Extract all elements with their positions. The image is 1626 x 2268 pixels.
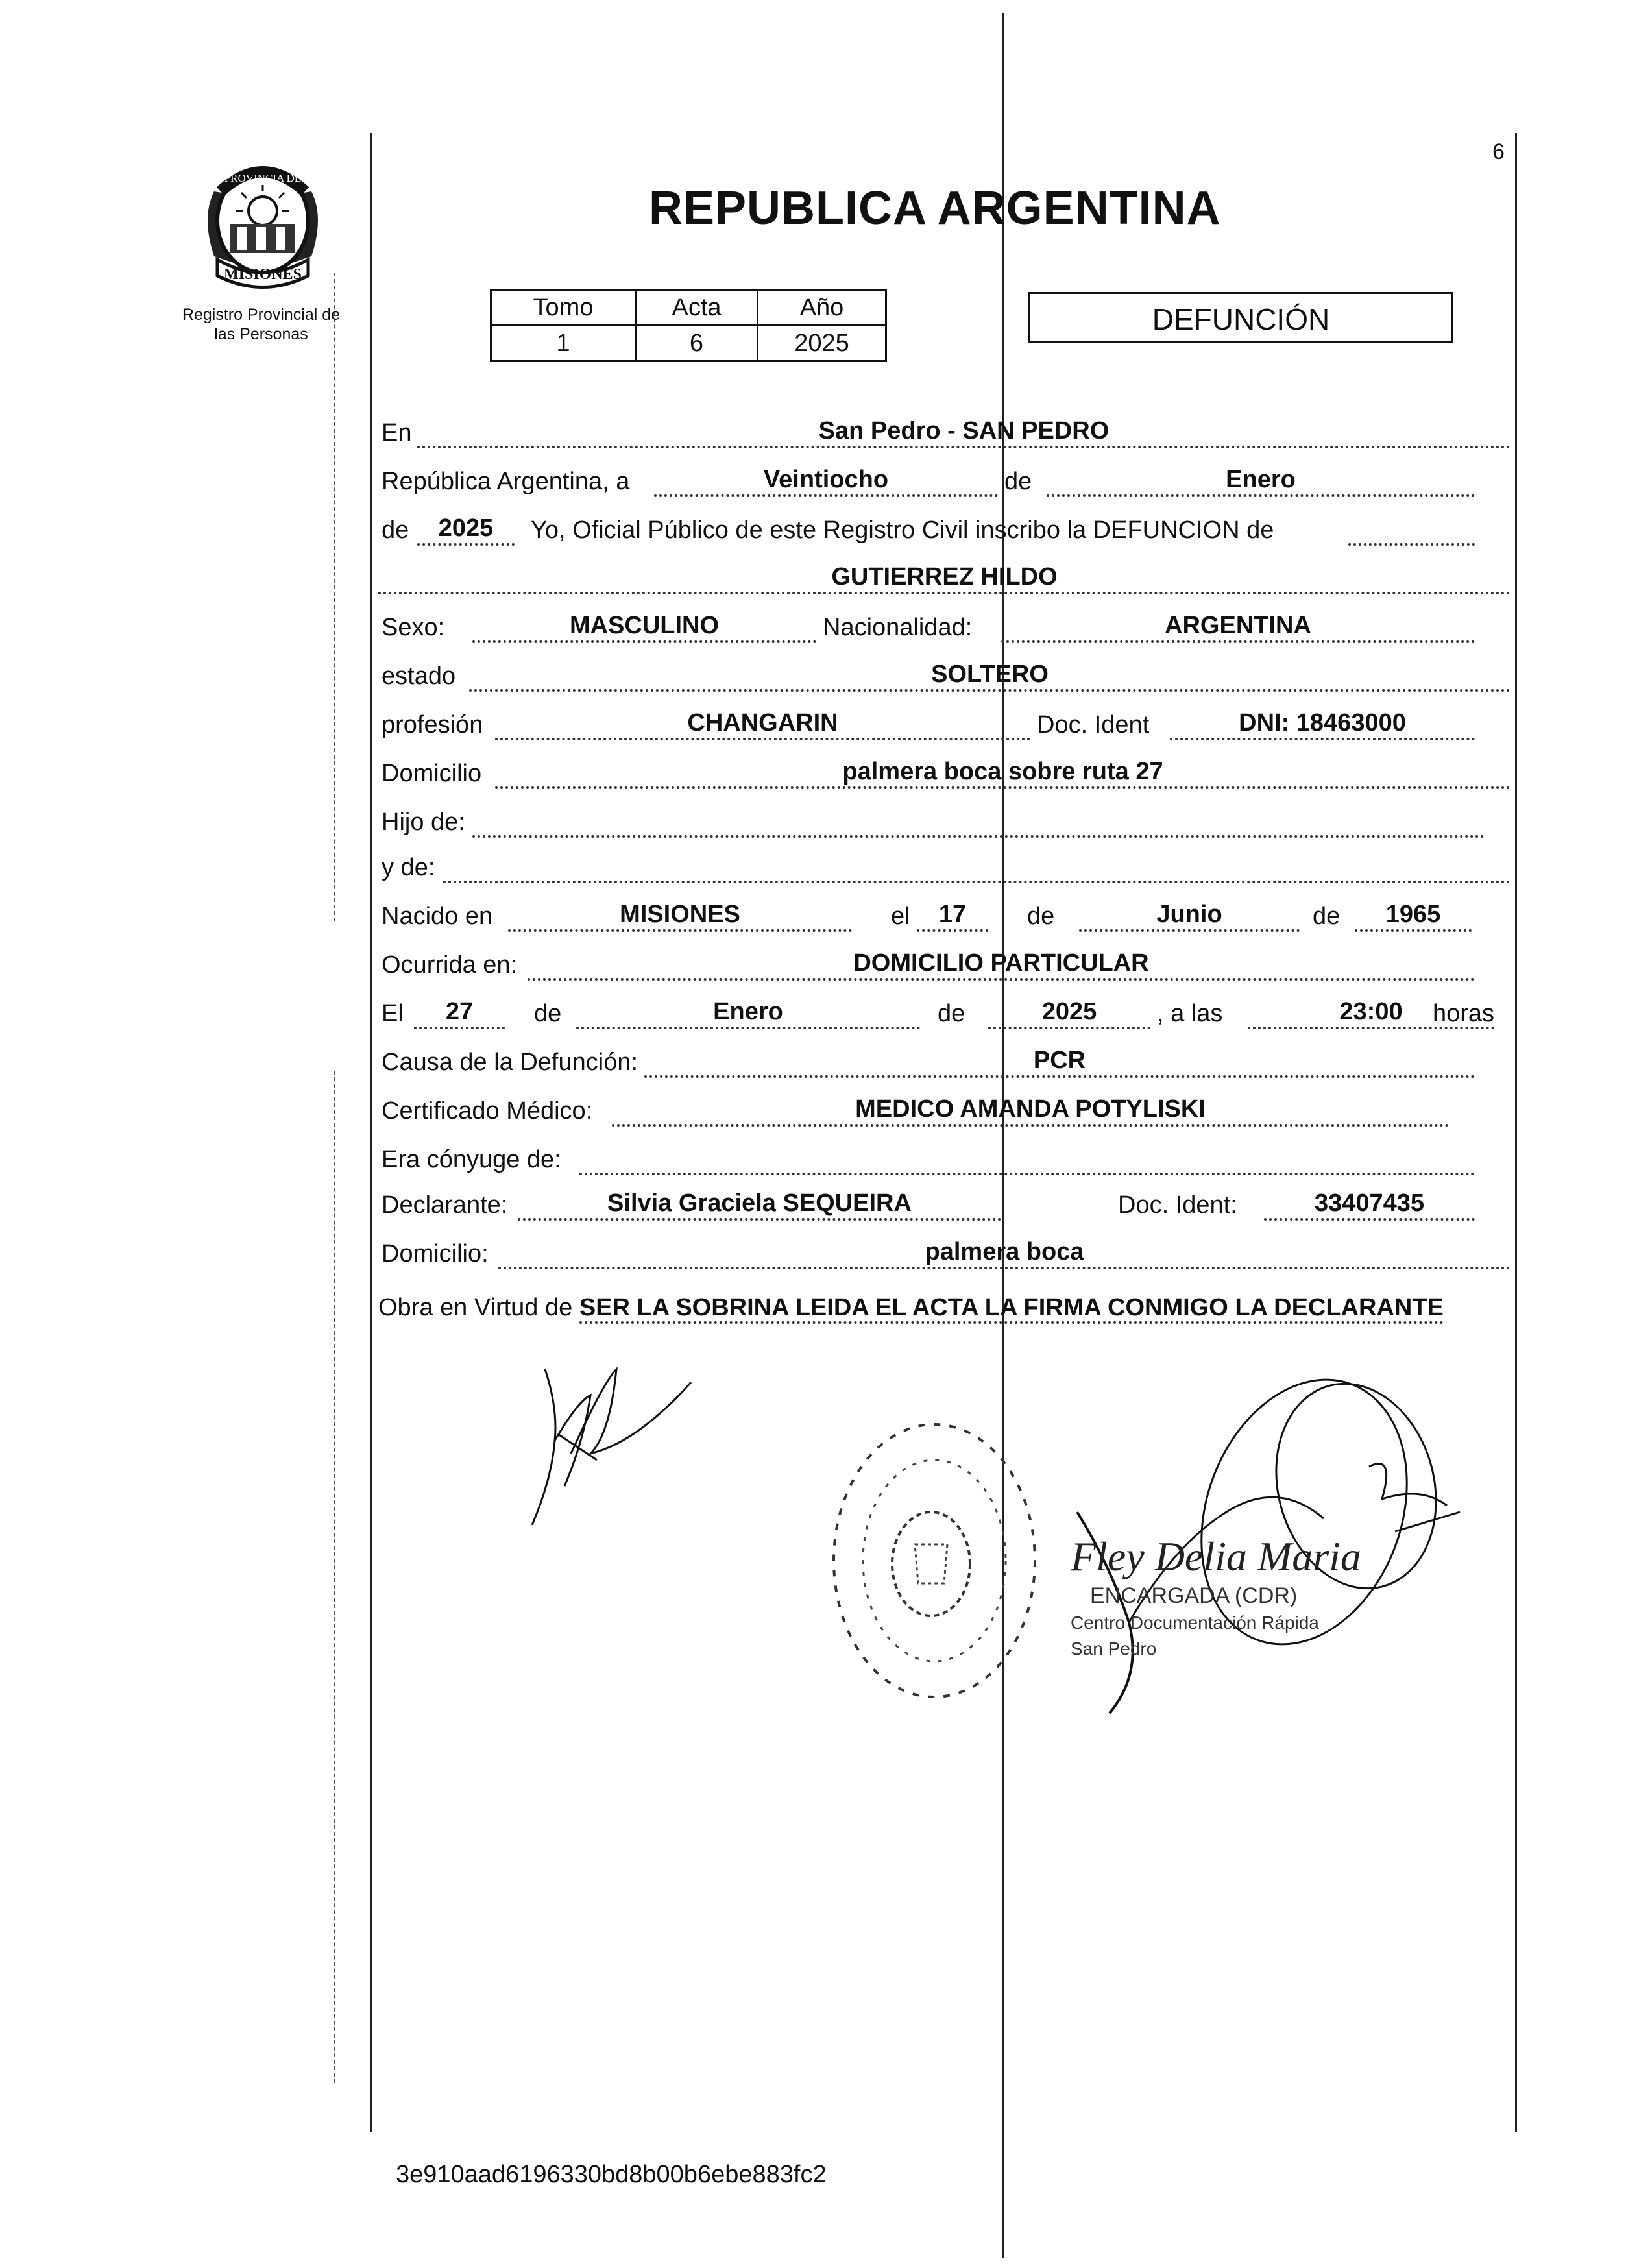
- el-label: el: [891, 903, 910, 930]
- tomo-value: 1: [491, 326, 636, 361]
- tomo-header: Tomo: [491, 290, 636, 326]
- hijo-field: [472, 807, 1485, 838]
- svg-text:MISIONES: MISIONES: [223, 266, 302, 283]
- record-table: [490, 289, 887, 362]
- doc-value: DNI: 18463000: [1239, 709, 1406, 737]
- causa-value: PCR: [1033, 1047, 1086, 1074]
- doc2-label: Doc. Ident:: [1118, 1191, 1237, 1219]
- profesion-label: profesión: [382, 711, 483, 738]
- document-type-box: DEFUNCIÓN: [1028, 292, 1453, 343]
- month-value: Enero: [1226, 466, 1296, 493]
- death-year-value: 2025: [1041, 998, 1097, 1025]
- ocurrida-label: Ocurrida en:: [382, 951, 518, 979]
- alas-label: , a las: [1157, 1000, 1223, 1027]
- year-label: de: [382, 517, 409, 544]
- de5-label: de: [938, 1000, 965, 1027]
- svg-text:ENCARGADA (CDR): ENCARGADA (CDR): [1090, 1583, 1298, 1608]
- estado-label: estado: [382, 663, 456, 690]
- birth-month-field: [1079, 901, 1300, 932]
- domicilio-field: [495, 758, 1511, 789]
- left-border-line: [370, 133, 372, 2132]
- causa-field: [644, 1047, 1475, 1078]
- anio-value: 2025: [758, 326, 886, 361]
- right-border-line: [1515, 133, 1517, 2132]
- nacido-label: Nacido en: [382, 903, 493, 930]
- profesion-value: CHANGARIN: [687, 709, 838, 737]
- deceased-name-value: GUTIERREZ HILDO: [831, 563, 1058, 591]
- doc2-value: 33407435: [1314, 1189, 1425, 1217]
- day-words-field: [654, 466, 998, 497]
- conyuge-field: [579, 1144, 1475, 1175]
- birth-year-field: [1355, 901, 1472, 932]
- birth-day-value: 17: [938, 901, 967, 928]
- official-round-seal: [818, 1408, 1051, 1713]
- certificado-field: [612, 1095, 1449, 1127]
- en-value: San Pedro - SAN PEDRO: [818, 417, 1110, 445]
- year-value: 2025: [438, 515, 494, 542]
- nacionalidad-label: Nacionalidad:: [823, 614, 973, 641]
- declarante-field: [518, 1189, 1001, 1221]
- estado-value: SOLTERO: [931, 661, 1049, 688]
- obra-value: SER LA SOBRINA LEIDA EL ACTA LA FIRMA CONMIGO LA DECLARANTE: [579, 1294, 1444, 1324]
- svg-text:Centro Documentación Rápida: Centro Documentación Rápida: [1071, 1613, 1319, 1633]
- svg-text:PROVINCIA DE: PROVINCIA DE: [224, 172, 302, 184]
- declarante-label: Declarante:: [382, 1191, 508, 1219]
- death-year-field: [988, 998, 1150, 1029]
- death-month-value: Enero: [713, 998, 783, 1025]
- oficial-blank-field: [1348, 515, 1475, 546]
- left-margin-dashes-lower: [334, 1071, 335, 2083]
- birth-month-value: Junio: [1156, 901, 1222, 928]
- certificado-label: Certificado Médico:: [382, 1097, 593, 1125]
- day-words-value: Veintiocho: [763, 466, 889, 493]
- obra-virtud-paragraph: [378, 1291, 1511, 1324]
- en-label: En: [382, 419, 412, 446]
- doc-field: [1170, 709, 1475, 740]
- de2-label: de: [1027, 903, 1055, 930]
- acta-header: Acta: [636, 290, 758, 326]
- domicilio2-label: Domicilio:: [382, 1240, 489, 1267]
- domicilio2-value: palmera boca: [925, 1238, 1084, 1265]
- doc2-field: [1264, 1189, 1475, 1221]
- sexo-value: MASCULINO: [569, 612, 720, 639]
- de4-label: de: [534, 1000, 562, 1027]
- causa-label: Causa de la Defunción:: [382, 1049, 638, 1076]
- birth-day-field: [917, 901, 988, 932]
- hijo-label: Hijo de:: [382, 809, 465, 836]
- misiones-emblem-icon: [195, 146, 331, 292]
- official-signature-stamp: [1032, 1350, 1499, 1739]
- record-table-value-row: [491, 326, 886, 361]
- acta-value: 6: [636, 326, 758, 361]
- center-fold-line: [1002, 13, 1004, 2258]
- left-margin-dashes: [334, 273, 335, 921]
- registry-line-2: las Personas: [214, 325, 308, 343]
- death-day-field: [414, 998, 505, 1029]
- svg-text:San Pedro: San Pedro: [1071, 1639, 1157, 1659]
- deceased-name-field: [378, 563, 1511, 594]
- estado-field: [469, 661, 1511, 692]
- declarante-signature: [519, 1356, 701, 1538]
- conyuge-label: Era cónyuge de:: [382, 1146, 561, 1173]
- domicilio-label: Domicilio: [382, 760, 482, 787]
- birth-year-value: 1965: [1385, 901, 1441, 928]
- ocurrida-value: DOMICILIO PARTICULAR: [853, 949, 1149, 977]
- nacido-value: MISIONES: [620, 901, 740, 928]
- death-time-value: 23:00: [1339, 998, 1403, 1025]
- el2-label: El: [382, 1000, 404, 1027]
- doc-label: Doc. Ident: [1037, 711, 1150, 738]
- yde-label: y de:: [382, 854, 435, 881]
- nacionalidad-field: [1001, 612, 1475, 643]
- ocurrida-field: [528, 949, 1475, 981]
- horas-label: horas: [1433, 1000, 1495, 1027]
- certificado-value: MEDICO AMANDA POTYLISKI: [855, 1095, 1206, 1123]
- death-month-field: [576, 998, 920, 1029]
- republica-label: República Argentina, a: [382, 468, 630, 495]
- record-table-header-row: [491, 290, 886, 326]
- domicilio2-field: [498, 1238, 1511, 1269]
- nacionalidad-value: ARGENTINA: [1165, 612, 1311, 639]
- document-hash: 3e910aad6196330bd8b00b6ebe883fc2: [396, 2161, 827, 2188]
- yde-field: [443, 852, 1511, 883]
- page-number: 6: [1492, 140, 1505, 164]
- anio-header: Año: [758, 290, 886, 326]
- registry-line-1: Registro Provincial de: [182, 306, 341, 324]
- page-title: REPUBLICA ARGENTINA: [649, 182, 1221, 234]
- en-field: [417, 417, 1511, 448]
- declarante-value: Silvia Graciela SEQUEIRA: [607, 1189, 912, 1217]
- domicilio-value: palmera boca sobre ruta 27: [842, 758, 1163, 785]
- sexo-field: [472, 612, 816, 643]
- death-day-value: 27: [445, 998, 474, 1025]
- de3-label: de: [1313, 903, 1341, 930]
- year-field: [417, 515, 515, 546]
- month-field: [1047, 466, 1475, 497]
- oficial-text: Yo, Oficial Público de este Registro Civil inscribo la DEFUNCION de: [531, 517, 1274, 544]
- sexo-label: Sexo:: [382, 614, 445, 641]
- de-label: de: [1004, 468, 1032, 495]
- profesion-field: [495, 709, 1030, 740]
- registry-caption: [162, 305, 360, 344]
- nacido-field: [508, 901, 852, 932]
- obra-label: Obra en Virtud de: [378, 1294, 573, 1321]
- svg-text:Fley Delia Maria: Fley Delia Maria: [1071, 1533, 1361, 1579]
